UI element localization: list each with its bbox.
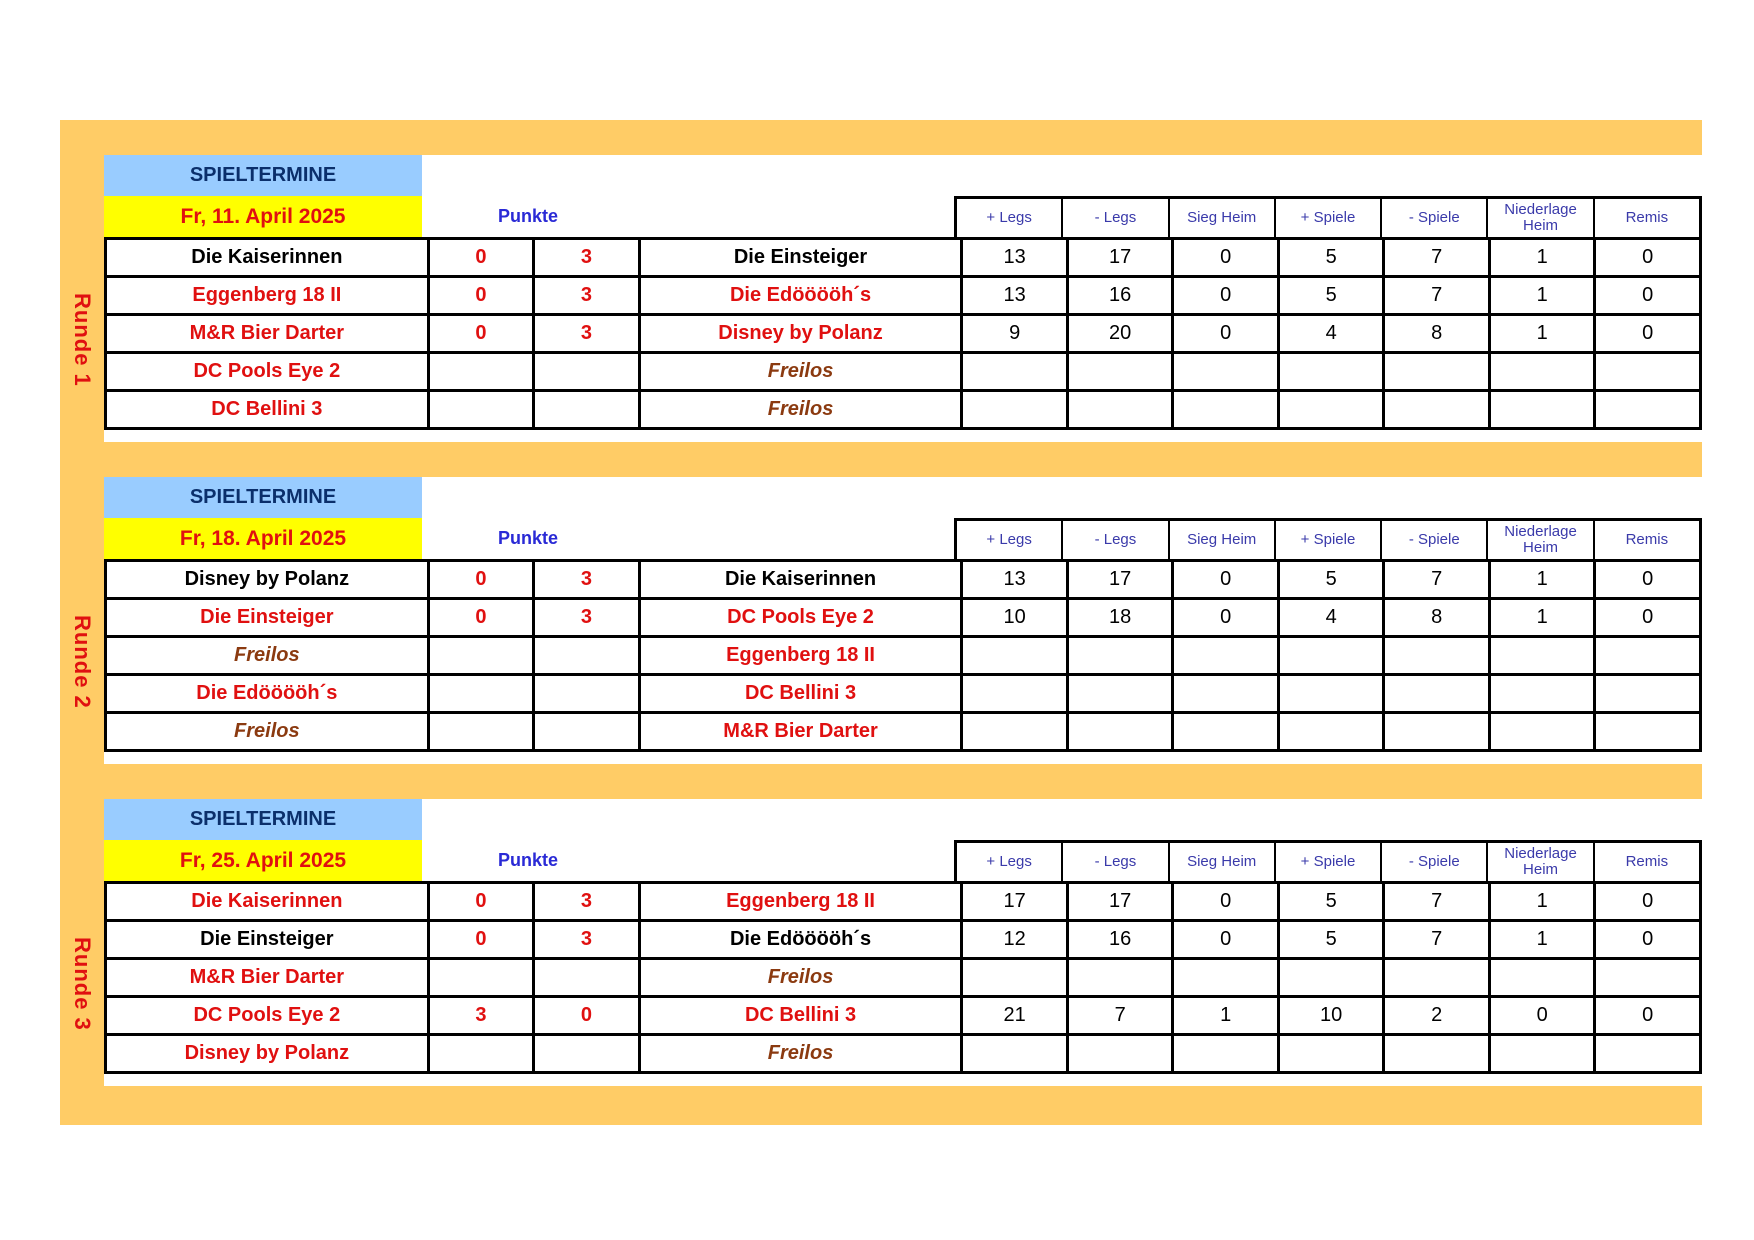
stat-cell: 0 (1173, 315, 1279, 353)
away-points (534, 713, 640, 751)
stat-cell: 4 (1278, 599, 1384, 637)
stats-column-header: - Spiele (1382, 521, 1488, 559)
away-points (534, 637, 640, 675)
stat-cell: 8 (1384, 599, 1490, 637)
stat-cell (1489, 713, 1595, 751)
stat-cell: 4 (1278, 315, 1384, 353)
stat-cell: 1 (1489, 239, 1595, 277)
stat-cell (1067, 675, 1173, 713)
stat-cell: 7 (1067, 997, 1173, 1035)
away-team: Die Edööööh´s (639, 921, 962, 959)
stat-cell: 0 (1489, 997, 1595, 1035)
home-points: 0 (428, 239, 534, 277)
stat-cell: 0 (1595, 239, 1701, 277)
stats-column-header: Niederlage Heim (1488, 521, 1594, 559)
table-row (106, 921, 1701, 959)
stat-cell: 8 (1384, 315, 1490, 353)
away-points: 3 (534, 599, 640, 637)
stats-column-header: + Legs (957, 521, 1063, 559)
home-team: Eggenberg 18 II (106, 277, 429, 315)
home-team: Die Kaiserinnen (106, 239, 429, 277)
away-team: Die Einsteiger (639, 239, 962, 277)
stat-cell (1067, 353, 1173, 391)
stats-column-header: Niederlage Heim (1488, 843, 1594, 881)
away-team: DC Bellini 3 (639, 675, 962, 713)
stat-cell: 0 (1173, 561, 1279, 599)
round-panel (104, 155, 1702, 442)
stat-cell (1173, 959, 1279, 997)
stat-cell (1489, 675, 1595, 713)
stat-cell (1278, 353, 1384, 391)
stat-cell: 7 (1384, 883, 1490, 921)
stats-column-header: Sieg Heim (1170, 843, 1276, 881)
stats-column-header: Remis (1625, 209, 1669, 226)
stat-cell: 21 (962, 997, 1068, 1035)
home-points (428, 959, 534, 997)
away-points: 3 (534, 239, 640, 277)
stat-cell (1173, 1035, 1279, 1073)
stat-cell: 12 (962, 921, 1068, 959)
round-label-text: Runde 1 (70, 293, 95, 387)
stats-column-header: + Spiele (1276, 843, 1382, 881)
home-team: DC Bellini 3 (106, 391, 429, 429)
stat-cell: 17 (1067, 239, 1173, 277)
stat-cell: 0 (1173, 239, 1279, 277)
stat-cell: 2 (1384, 997, 1490, 1035)
home-points (428, 391, 534, 429)
round-label (60, 881, 104, 1087)
away-points: 3 (534, 315, 640, 353)
stat-cell (962, 959, 1068, 997)
away-points (534, 675, 640, 713)
stats-column-header: + Legs (957, 843, 1063, 881)
table-row (106, 315, 1701, 353)
stat-cell (1173, 713, 1279, 751)
home-team: DC Pools Eye 2 (106, 353, 429, 391)
table-row (106, 353, 1701, 391)
stats-column-header: - Legs (1063, 521, 1169, 559)
stat-cell: 1 (1489, 599, 1595, 637)
stat-cell: 17 (1067, 883, 1173, 921)
stat-cell (1278, 959, 1384, 997)
home-team: Die Edööööh´s (106, 675, 429, 713)
away-team: Disney by Polanz (639, 315, 962, 353)
table-row (106, 1035, 1701, 1073)
stat-cell (1384, 959, 1490, 997)
stats-header (954, 196, 1702, 237)
stat-cell (1384, 675, 1490, 713)
round-panel (104, 799, 1702, 1086)
stat-cell (962, 675, 1068, 713)
section-title: SPIELTERMINE (104, 477, 422, 518)
stat-cell (1384, 1035, 1490, 1073)
punkte-label: Punkte (497, 206, 558, 226)
table-row (106, 599, 1701, 637)
stat-cell: 10 (962, 599, 1068, 637)
stat-cell (1067, 713, 1173, 751)
stat-cell: 1 (1489, 277, 1595, 315)
stats-column-header: - Spiele (1382, 843, 1488, 881)
stat-cell: 0 (1173, 599, 1279, 637)
stat-cell (962, 353, 1068, 391)
table-row (106, 675, 1701, 713)
away-points: 3 (534, 921, 640, 959)
away-points: 3 (534, 561, 640, 599)
home-team: M&R Bier Darter (106, 959, 429, 997)
section-title: SPIELTERMINE (104, 155, 422, 196)
stat-cell: 5 (1278, 883, 1384, 921)
away-points (534, 959, 640, 997)
stat-cell (1595, 713, 1701, 751)
home-team: M&R Bier Darter (106, 315, 429, 353)
stat-cell (1278, 391, 1384, 429)
match-table (104, 881, 1702, 1074)
stats-column-header: Remis (1625, 853, 1669, 870)
away-points: 3 (534, 277, 640, 315)
stat-cell: 10 (1278, 997, 1384, 1035)
stat-cell: 1 (1489, 561, 1595, 599)
stat-cell: 0 (1595, 921, 1701, 959)
stat-cell: 17 (962, 883, 1068, 921)
stat-cell (1173, 353, 1279, 391)
round-label (60, 237, 104, 443)
stats-column-header: + Legs (957, 199, 1063, 237)
stat-cell: 9 (962, 315, 1068, 353)
punkte-label: Punkte (497, 850, 558, 870)
stat-cell (1384, 353, 1490, 391)
stat-cell (1489, 637, 1595, 675)
stat-cell (1173, 675, 1279, 713)
stat-cell: 0 (1595, 277, 1701, 315)
stats-header (954, 840, 1702, 881)
home-points: 0 (428, 883, 534, 921)
stat-cell: 13 (962, 561, 1068, 599)
away-team: Eggenberg 18 II (639, 637, 962, 675)
stats-column-header: Sieg Heim (1170, 199, 1276, 237)
away-team: Freilos (639, 959, 962, 997)
stat-cell (1595, 353, 1701, 391)
stat-cell: 7 (1384, 921, 1490, 959)
stat-cell: 0 (1173, 883, 1279, 921)
stat-cell: 1 (1489, 921, 1595, 959)
stat-cell (1278, 675, 1384, 713)
stat-cell: 0 (1595, 599, 1701, 637)
stat-cell: 16 (1067, 921, 1173, 959)
home-team: Freilos (106, 637, 429, 675)
home-points: 0 (428, 921, 534, 959)
stat-cell (1173, 637, 1279, 675)
table-row (106, 959, 1701, 997)
stat-cell: 1 (1489, 315, 1595, 353)
table-row (106, 239, 1701, 277)
home-team: Die Kaiserinnen (106, 883, 429, 921)
stat-cell (1595, 675, 1701, 713)
away-points (534, 391, 640, 429)
table-row (106, 277, 1701, 315)
stat-cell: 7 (1384, 239, 1490, 277)
home-points (428, 713, 534, 751)
away-team: DC Bellini 3 (639, 997, 962, 1035)
punkte-label: Punkte (497, 528, 558, 548)
stat-cell: 13 (962, 239, 1068, 277)
table-row (106, 561, 1701, 599)
stat-cell (1595, 1035, 1701, 1073)
stat-cell: 18 (1067, 599, 1173, 637)
stat-cell: 1 (1489, 883, 1595, 921)
stat-cell (1595, 637, 1701, 675)
home-team: Disney by Polanz (106, 561, 429, 599)
stats-column-header: - Spiele (1382, 199, 1488, 237)
round-panel (104, 477, 1702, 764)
stat-cell: 5 (1278, 921, 1384, 959)
away-points (534, 353, 640, 391)
stat-cell: 13 (962, 277, 1068, 315)
stat-cell (1067, 959, 1173, 997)
table-row (106, 713, 1701, 751)
away-team: M&R Bier Darter (639, 713, 962, 751)
stat-cell: 1 (1173, 997, 1279, 1035)
home-team: DC Pools Eye 2 (106, 997, 429, 1035)
stat-cell (1067, 637, 1173, 675)
away-team: Die Kaiserinnen (639, 561, 962, 599)
away-team: Freilos (639, 353, 962, 391)
stat-cell (1384, 637, 1490, 675)
stat-cell: 17 (1067, 561, 1173, 599)
stat-cell (1489, 391, 1595, 429)
stat-cell (962, 391, 1068, 429)
home-points: 0 (428, 315, 534, 353)
stat-cell (962, 637, 1068, 675)
stat-cell: 5 (1278, 277, 1384, 315)
stat-cell: 5 (1278, 239, 1384, 277)
stat-cell: 0 (1173, 277, 1279, 315)
match-table (104, 237, 1702, 430)
home-points: 0 (428, 277, 534, 315)
section-title: SPIELTERMINE (104, 799, 422, 840)
stat-cell: 0 (1595, 561, 1701, 599)
stat-cell (1278, 713, 1384, 751)
stat-cell (1489, 959, 1595, 997)
stats-column-header: Remis (1625, 531, 1669, 548)
round-label-text: Runde 2 (70, 615, 95, 709)
home-points (428, 1035, 534, 1073)
stats-column-header: + Spiele (1276, 521, 1382, 559)
match-table (104, 559, 1702, 752)
stat-cell: 7 (1384, 561, 1490, 599)
stat-cell (1595, 391, 1701, 429)
round-date: Fr, 18. April 2025 (104, 518, 422, 559)
home-points (428, 675, 534, 713)
stats-column-header: Sieg Heim (1170, 521, 1276, 559)
stat-cell (1595, 959, 1701, 997)
stats-header (954, 518, 1702, 559)
stats-column-header: - Legs (1063, 199, 1169, 237)
stat-cell (1384, 391, 1490, 429)
stat-cell: 16 (1067, 277, 1173, 315)
stat-cell (962, 1035, 1068, 1073)
home-points: 0 (428, 561, 534, 599)
stat-cell: 0 (1595, 997, 1701, 1035)
away-team: DC Pools Eye 2 (639, 599, 962, 637)
stat-cell (1067, 1035, 1173, 1073)
stats-column-header: + Spiele (1276, 199, 1382, 237)
stat-cell (962, 713, 1068, 751)
table-row (106, 883, 1701, 921)
home-team: Die Einsteiger (106, 921, 429, 959)
stat-cell: 0 (1595, 315, 1701, 353)
away-team: Eggenberg 18 II (639, 883, 962, 921)
table-row (106, 997, 1701, 1035)
round-label (60, 559, 104, 765)
table-row (106, 637, 1701, 675)
stat-cell (1489, 353, 1595, 391)
table-row (106, 391, 1701, 429)
stat-cell: 7 (1384, 277, 1490, 315)
stat-cell: 0 (1173, 921, 1279, 959)
home-team: Die Einsteiger (106, 599, 429, 637)
stat-cell: 20 (1067, 315, 1173, 353)
stat-cell: 5 (1278, 561, 1384, 599)
away-team: Freilos (639, 391, 962, 429)
away-points: 3 (534, 883, 640, 921)
stat-cell (1067, 391, 1173, 429)
stat-cell (1489, 1035, 1595, 1073)
home-points: 3 (428, 997, 534, 1035)
away-team: Freilos (639, 1035, 962, 1073)
stat-cell (1173, 391, 1279, 429)
stat-cell: 0 (1595, 883, 1701, 921)
away-team: Die Edööööh´s (639, 277, 962, 315)
round-label-text: Runde 3 (70, 937, 95, 1031)
stats-column-header: Niederlage Heim (1488, 199, 1594, 237)
stat-cell (1278, 1035, 1384, 1073)
round-date: Fr, 25. April 2025 (104, 840, 422, 881)
away-points: 0 (534, 997, 640, 1035)
away-points (534, 1035, 640, 1073)
home-points: 0 (428, 599, 534, 637)
home-team: Disney by Polanz (106, 1035, 429, 1073)
stats-column-header: - Legs (1063, 843, 1169, 881)
stat-cell (1278, 637, 1384, 675)
stat-cell (1384, 713, 1490, 751)
home-points (428, 353, 534, 391)
home-points (428, 637, 534, 675)
home-team: Freilos (106, 713, 429, 751)
round-date: Fr, 11. April 2025 (104, 196, 422, 237)
